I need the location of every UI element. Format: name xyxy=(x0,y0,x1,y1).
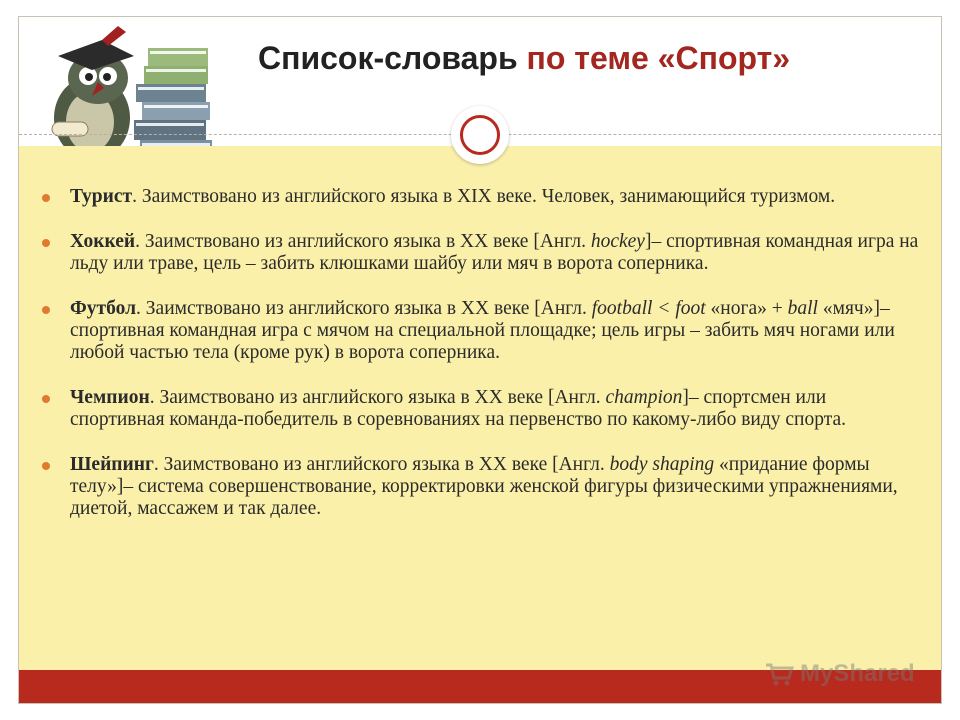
owl-with-books-icon xyxy=(22,22,218,166)
entry-definition: . Заимствовано из английского языка в XX веке [Англ. xyxy=(149,387,606,408)
page-title xyxy=(258,40,938,90)
list-item xyxy=(40,387,920,431)
title-main: Список-словарь xyxy=(258,40,527,76)
bullet-icon xyxy=(42,462,50,470)
ring-icon xyxy=(451,106,509,164)
list-item xyxy=(40,298,920,364)
list-item xyxy=(40,231,920,275)
entry-etymon: hockey xyxy=(590,231,645,252)
bullet-icon xyxy=(42,395,50,403)
entry-definition: «нога» + xyxy=(705,298,788,319)
entry-definition: ]– спортсмен или спортивная команда-победитель в соревнованиях на первенство по какому-либо виду спорта. xyxy=(70,387,847,430)
watermark xyxy=(764,656,915,692)
entry-definition: ]– спортивная командная игра на льду или траве, цель – забить клюшками шайбу или мяч в ворота соперника. xyxy=(70,231,919,274)
bullet-icon xyxy=(42,306,50,314)
entry-term: Хоккей xyxy=(70,231,136,252)
entry-term: Шейпинг xyxy=(70,454,154,475)
entry-definition: . Заимствовано из английского языка в XX веке [Англ. xyxy=(136,298,592,319)
watermark-text: MyShared xyxy=(800,660,915,687)
list-item xyxy=(40,186,920,208)
cart-icon xyxy=(764,661,794,687)
entry-definition: . Заимствовано из английского языка в XX веке [Англ. xyxy=(153,454,610,475)
bullet-icon xyxy=(42,239,50,247)
title-accent: по теме «Спорт» xyxy=(526,40,791,76)
entry-etymon: football < foot xyxy=(591,298,706,319)
entry-etymon: body shaping xyxy=(609,454,715,475)
entry-definition: . Заимствовано из английского языка в XX веке [Англ. xyxy=(135,231,591,252)
entry-definition: . Заимствовано из английского языка в XIX веке. Человек, занимающийся туризмом. xyxy=(132,186,836,207)
entry-term: Чемпион xyxy=(70,387,150,408)
entry-definition: «придание формы телу»]– система совершенствование, корректировки женской фигуры физическими упражнениями, диетой, массажем и так далее. xyxy=(70,454,898,519)
entry-definition: «мяч»]– спортивная командная игра с мячом на специальной площадке; цель игры – забить мяч ногами или любой частью тела (кроме рук) в ворота соперника. xyxy=(70,298,895,363)
entry-term: Турист xyxy=(70,186,133,207)
list-item xyxy=(40,454,920,520)
dictionary-list xyxy=(40,186,920,520)
entry-etymon: ball xyxy=(787,298,818,319)
entry-term: Футбол xyxy=(70,298,137,319)
bullet-icon xyxy=(42,194,50,202)
entry-etymon: champion xyxy=(605,387,683,408)
